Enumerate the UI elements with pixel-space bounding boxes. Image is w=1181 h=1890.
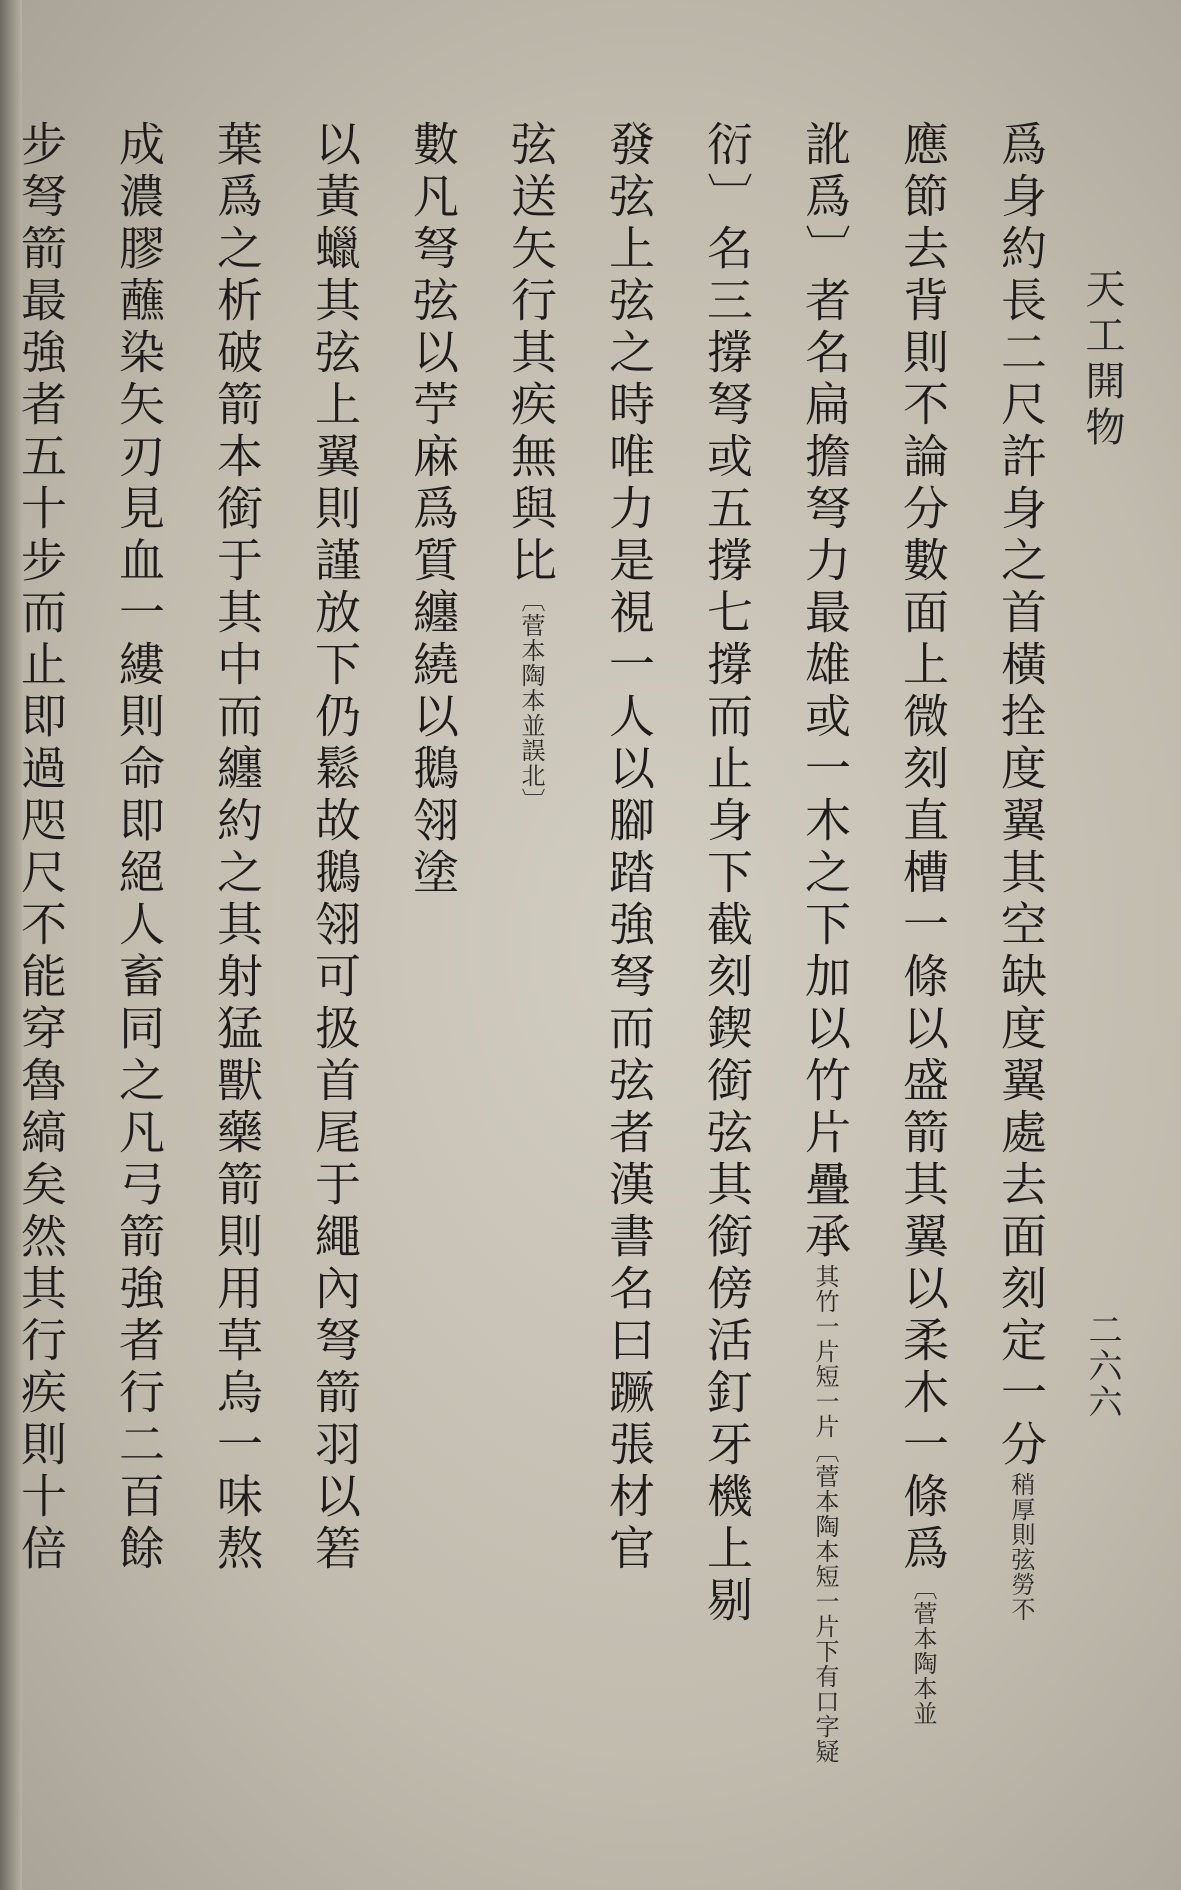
- text-column: [188, 120, 286, 1780]
- column-text: 步弩箭最強者五十步而止即過咫尺不能穿魯縞矣然其行疾則十倍: [14, 120, 68, 1576]
- text-column: [874, 120, 972, 1780]
- column-text: 葉爲之析破箭本銜于其中而纏約之其射猛獸藥箭則用草烏一味熬: [210, 120, 264, 1576]
- column-text: 衍〕名三撐弩或五撐七撐而止身下截刻鍥銜弦其銜傍活釘牙機上剔: [700, 120, 754, 1628]
- main-text: [14, 120, 1070, 1780]
- text-column: [0, 120, 90, 1780]
- text-column: [384, 120, 482, 1780]
- column-text: 弦送矢行其疾無與比: [504, 120, 558, 588]
- running-head: 天工開物: [1079, 268, 1125, 452]
- column-text: 應節去背則不論分數面上微刻直槽一條以盛箭其翼以柔木一條爲: [896, 120, 950, 1576]
- annotation-note: 〔菅本陶本並誤北〕: [517, 588, 545, 813]
- text-column: [90, 120, 188, 1780]
- column-text: 爲身約長二尺許身之首橫拴度翼其空缺度翼處去面刻定一分: [994, 120, 1048, 1472]
- annotation-note: 稍厚則弦勞不: [1007, 1472, 1035, 1622]
- column-text: 數凡弩弦以苧麻爲質纏繞以鵝翎塗: [406, 120, 460, 900]
- page-number: 二六六: [1082, 1312, 1122, 1420]
- text-column: [482, 120, 580, 1780]
- text-column: [678, 120, 776, 1780]
- text-column: [580, 120, 678, 1780]
- column-text: 訛爲〕者名扁擔弩力最雄或一木之下加以竹片疊承: [798, 120, 852, 1264]
- text-column: [286, 120, 384, 1780]
- column-text: 以黃蠟其弦上翼則謹放下仍鬆故鵝翎可扱首尾于繩內弩箭羽以箬: [308, 120, 362, 1576]
- column-text: 成濃膠蘸染矢刃見血一縷則命即絕人畜同之凡弓箭強者行二百餘: [112, 120, 166, 1576]
- column-text: 發弦上弦之時唯力是視一人以腳踏強弩而弦者漢書名曰蹶張材官: [602, 120, 656, 1576]
- text-column: [972, 120, 1070, 1780]
- text-column: [776, 120, 874, 1780]
- annotation-note: 其竹一片短一片〔菅本陶本短一片下有口字疑: [811, 1264, 839, 1764]
- annotation-note: 〔菅本陶本並: [909, 1576, 937, 1726]
